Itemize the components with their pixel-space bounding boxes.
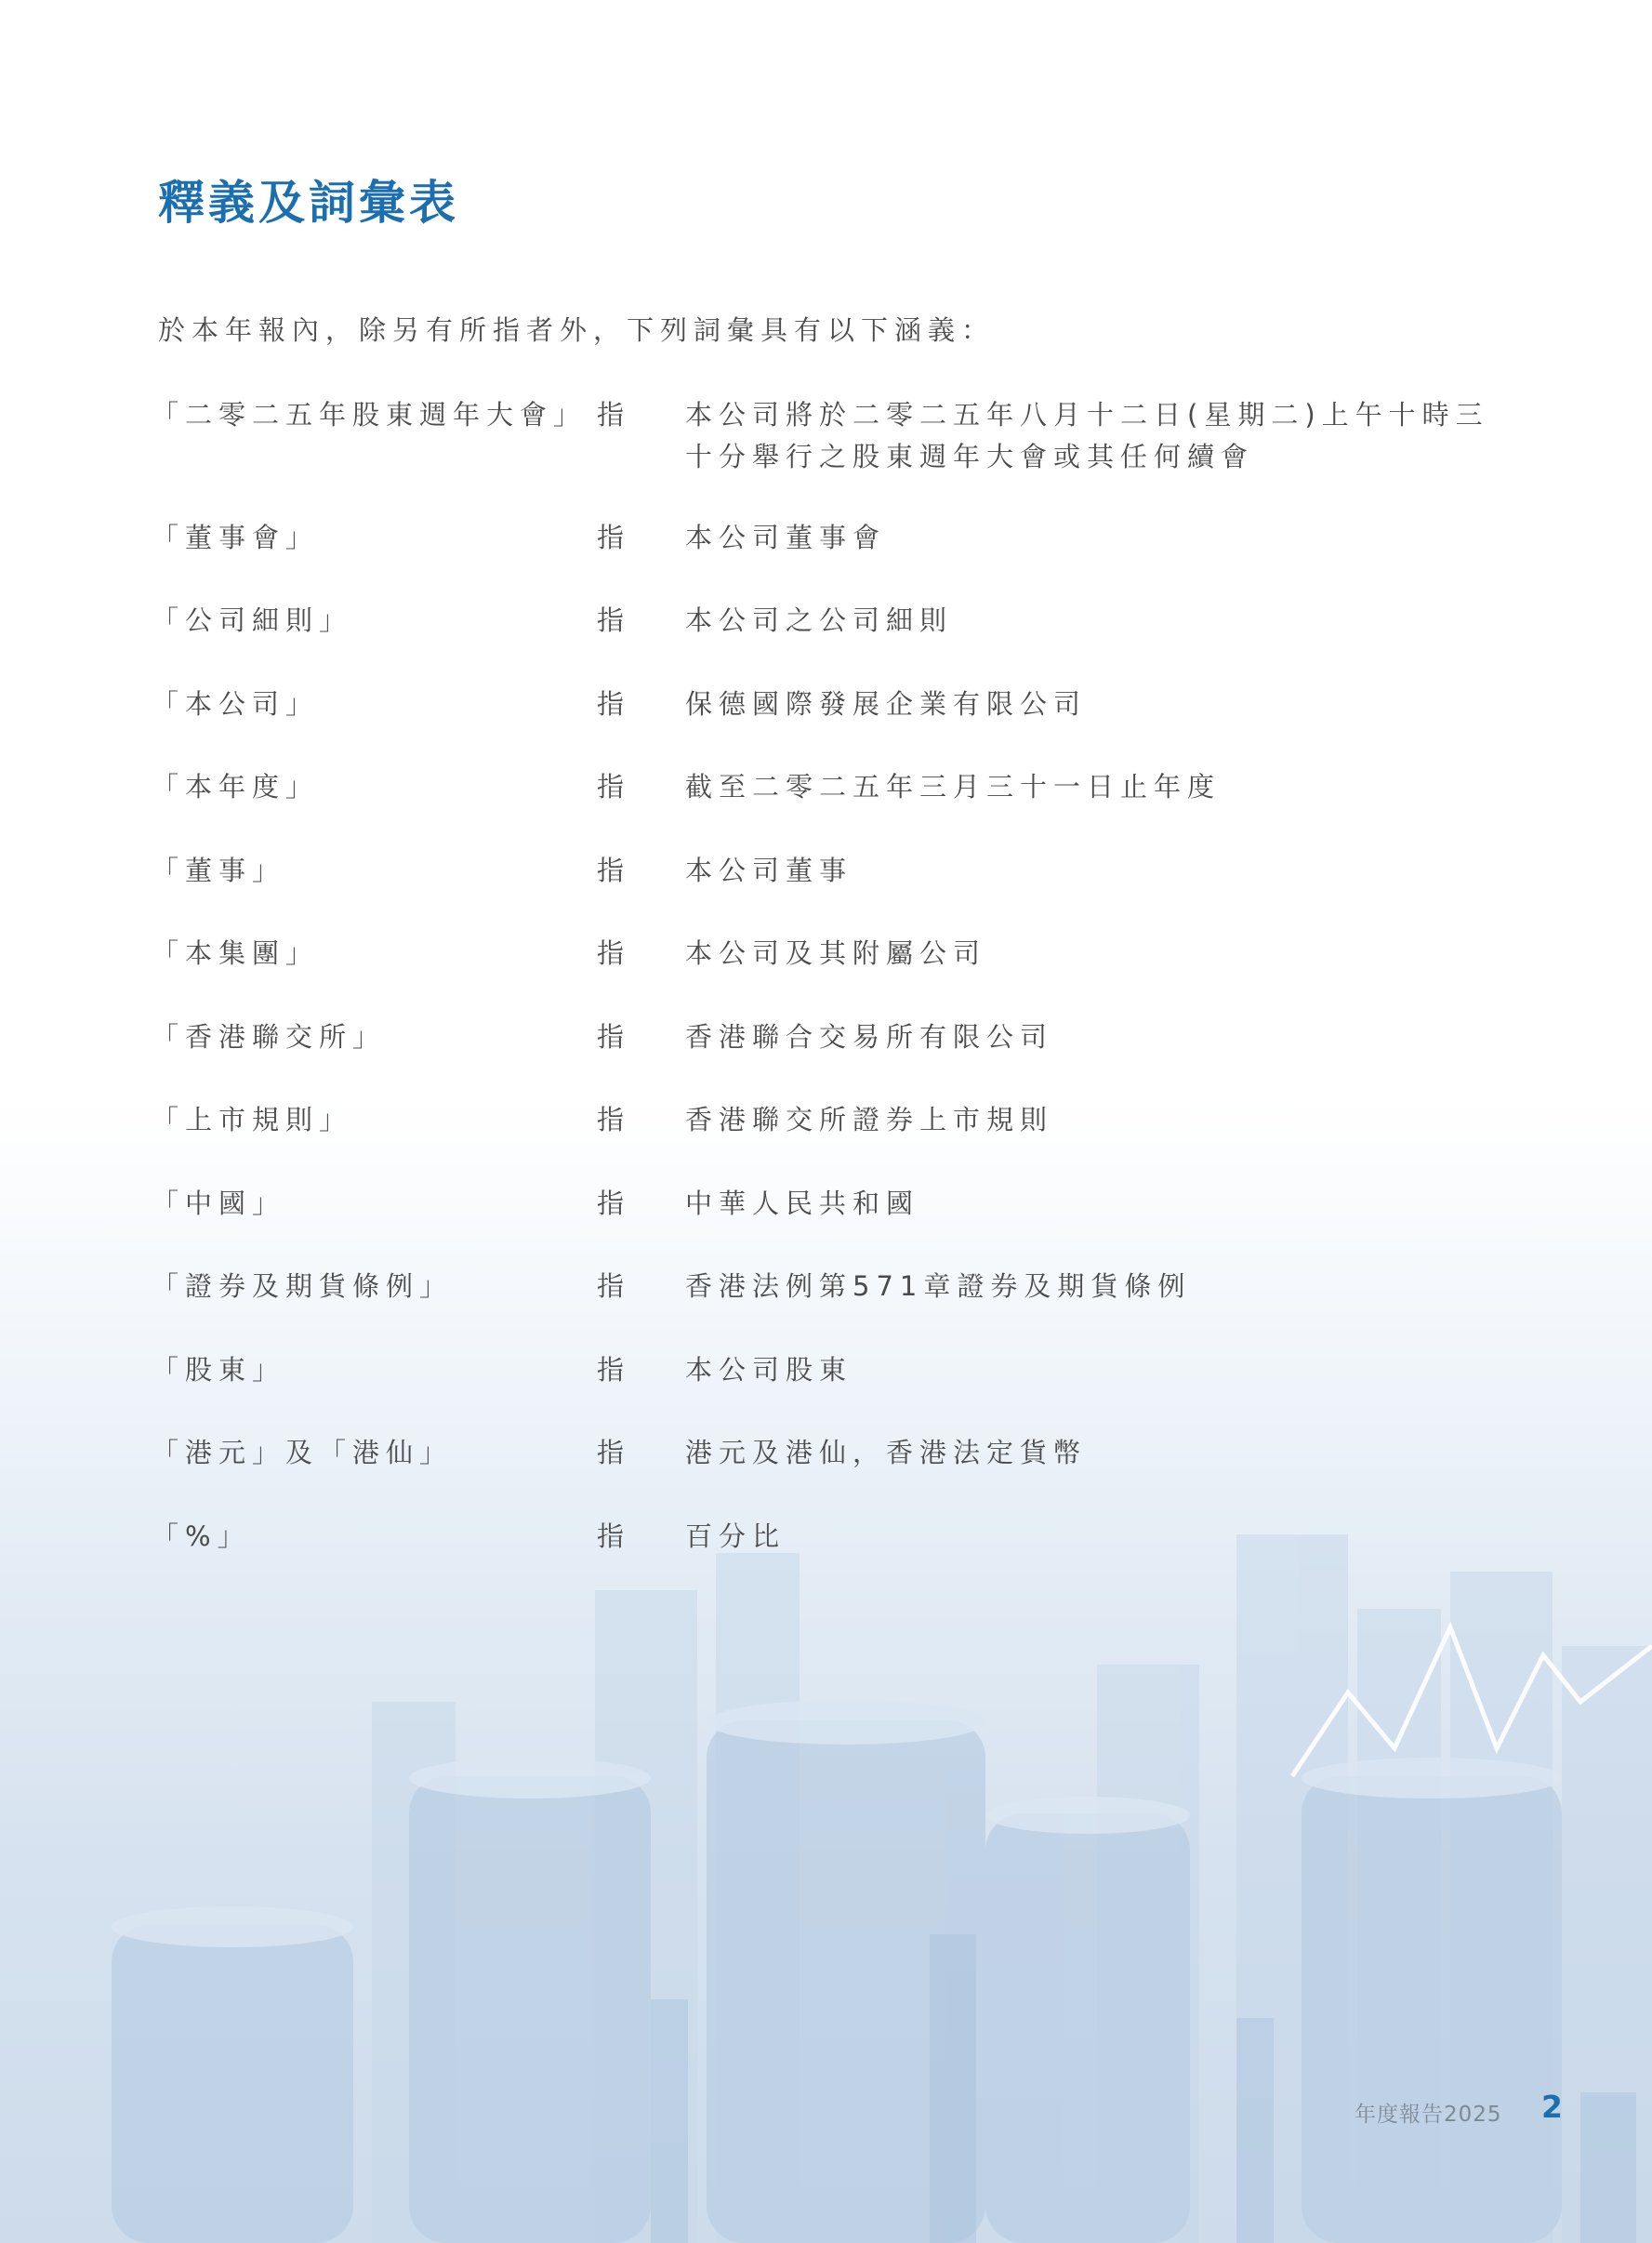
glossary-refers: 指 (597, 1021, 631, 1053)
glossary-refers: 指 (597, 399, 631, 431)
glossary-definition: 本公司董事會 (685, 522, 887, 553)
footer-report-label: 年度報告2025 (1355, 2103, 1502, 2127)
glossary-refers: 指 (597, 604, 631, 636)
glossary-definition: 本公司及其附屬公司 (685, 937, 987, 969)
glossary-refers: 指 (597, 771, 631, 803)
glossary-definition: 截至二零二五年三月三十一日止年度 (685, 771, 1222, 803)
glossary-refers: 指 (597, 522, 631, 553)
glossary-refers: 指 (597, 855, 631, 886)
glossary-term: 「%」 (152, 1520, 251, 1552)
glossary-term: 「公司細則」 (152, 604, 353, 636)
glossary-term: 「本集團」 (152, 937, 320, 969)
glossary-refers: 指 (597, 1188, 631, 1219)
glossary-term: 「證券及期貨條例」 (152, 1270, 454, 1302)
glossary-term: 「中國」 (152, 1188, 286, 1219)
glossary-definition: 本公司之公司細則 (685, 604, 954, 636)
glossary-term: 「二零二五年股東週年大會」 (152, 399, 588, 431)
glossary-refers: 指 (597, 937, 631, 969)
glossary-term: 「上市規則」 (152, 1104, 353, 1135)
glossary-refers: 指 (597, 1437, 631, 1468)
glossary-term: 「股東」 (152, 1354, 286, 1386)
glossary-definition: 中華人民共和國 (685, 1188, 920, 1219)
glossary-definition: 百分比 (685, 1520, 786, 1552)
glossary-definition: 保德國際發展企業有限公司 (685, 688, 1088, 720)
glossary-term: 「董事會」 (152, 522, 320, 553)
intro-text: 於本年報內，除另有所指者外，下列詞彙具有以下涵義： (158, 314, 996, 346)
glossary-definition: 香港法例第571章證券及期貨條例 (685, 1270, 1192, 1302)
glossary-definition: 本公司股東 (685, 1354, 853, 1386)
glossary-refers: 指 (597, 1104, 631, 1135)
page-number: 2 (1541, 2089, 1563, 2125)
glossary-term: 「香港聯交所」 (152, 1021, 387, 1053)
glossary-refers: 指 (597, 1270, 631, 1302)
coins-skyline-graphic (0, 1534, 1652, 2243)
glossary-definition: 香港聯交所證券上市規則 (685, 1104, 1054, 1135)
glossary-refers: 指 (597, 1354, 631, 1386)
glossary-term: 「本年度」 (152, 771, 320, 803)
glossary-term: 「董事」 (152, 855, 286, 886)
glossary-definition: 本公司董事 (685, 855, 853, 886)
glossary-refers: 指 (597, 1520, 631, 1552)
glossary-refers: 指 (597, 688, 631, 720)
glossary-definition: 港元及港仙，香港法定貨幣 (685, 1437, 1088, 1468)
page-title: 釋義及詞彙表 (158, 176, 459, 230)
glossary-definition: 本公司將於二零二五年八月十二日(星期二)上午十時三十分舉行之股東週年大會或其任何續會 (685, 399, 1489, 472)
glossary-term: 「本公司」 (152, 688, 320, 720)
glossary-definition: 香港聯合交易所有限公司 (685, 1021, 1054, 1053)
glossary-term: 「港元」及「港仙」 (152, 1437, 454, 1468)
